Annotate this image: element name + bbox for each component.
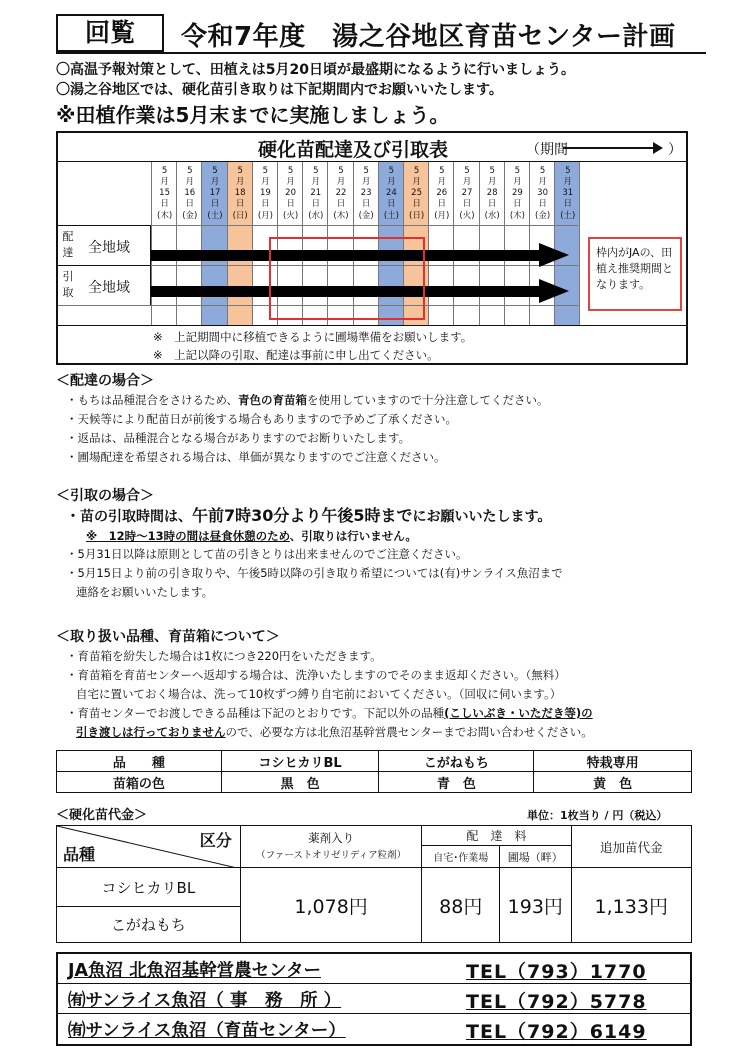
weekday-label: (木)	[509, 211, 525, 221]
variety-table	[56, 750, 692, 793]
weekday-label: (火)	[459, 211, 475, 221]
variety-cell: こがねもち	[57, 906, 241, 942]
pickup-lunch-note: ※ 12時～13時の間は昼食休憩のため、引取りは行いません。	[86, 529, 417, 543]
kubun-label: 区分	[199, 831, 232, 850]
hinshu-label: 品種	[63, 845, 96, 865]
period-arrow-icon	[563, 144, 663, 152]
jitaku-header: 自宅･作業場	[422, 846, 500, 868]
handling-bullet-3b: 引き渡しは行っておりませんので、必要な方は北魚沼基幹営農センターまでお問い合わせください。	[76, 725, 593, 739]
period-label: （期間	[526, 142, 568, 158]
weekday-label: (水)	[308, 211, 324, 221]
weekday-label: (金)	[358, 211, 374, 221]
grid-line	[151, 225, 578, 226]
weekday-label: (月)	[257, 211, 273, 221]
schedule-notes	[58, 325, 686, 364]
table-row	[57, 826, 692, 846]
jitaku-price: 88円	[422, 868, 500, 943]
contact-name: ㈲サンライス魚沼（育苗センター）	[68, 1021, 346, 1041]
table-cell: 特栽専用	[534, 751, 692, 772]
pickup-bullet-3b: 連絡をお願いいたします。	[76, 585, 214, 599]
handling-bullet-2b: 自宅に置いておく場合は、洗って10枚ずつ縛り自宅前においてください。（回収に伺います。）	[76, 687, 562, 701]
contact-tel: TEL（793）1770	[466, 961, 647, 983]
row-tag-delivery: 配 達	[62, 230, 74, 259]
weekday-label: (木)	[157, 211, 173, 221]
hojo-header: 圃場（畔）	[500, 846, 571, 868]
price-table	[56, 825, 692, 943]
schedule-title-row	[58, 133, 686, 162]
weekday-label: (金)	[182, 211, 198, 221]
page-title: 令和7年度 湯之谷地区育苗センター計画	[181, 22, 676, 52]
table-row	[57, 772, 692, 793]
table-cell: コシヒカリBL	[221, 751, 379, 772]
table-cell: 苗箱の色	[57, 772, 222, 793]
tsuika-header: 追加苗代金	[571, 826, 692, 868]
period-close: ）	[668, 142, 682, 158]
schedule-title: 硬化苗配達及び引取表	[258, 139, 449, 161]
table-row	[57, 751, 692, 772]
kairan-label: 回覧	[56, 14, 164, 52]
date-label: 5 月 30 日	[537, 166, 548, 209]
handling-bullet-3: ・育苗センターでお渡しできる品種は下記のとおりです。下記以外の品種(こしいぶき・いただき等)の	[66, 706, 593, 720]
delivery-bullet-3: ・返品は、品種混合となる場合がありますのでお断りいたします。	[66, 431, 411, 445]
date-label: 5 月 28 日	[486, 166, 498, 209]
variety-cell: コシヒカリBL	[57, 868, 241, 906]
weekday-label: (木)	[333, 211, 349, 221]
date-label: 5 月 24 日	[385, 166, 397, 209]
weekday-label: (月)	[434, 211, 450, 221]
yakuzai-price: 1,078円	[240, 868, 422, 943]
contact-tel: TEL（792）6149	[466, 1021, 647, 1043]
contact-name: ㈲サンライス魚沼（ 事 務 所 ）	[68, 991, 342, 1011]
table-cell: 品 種	[57, 751, 222, 772]
date-label: 5 月 19 日	[259, 166, 271, 209]
weekday-label: (日)	[409, 211, 425, 221]
weekday-label: (水)	[484, 211, 500, 221]
contact-row	[58, 954, 690, 984]
weekday-label: (土)	[383, 211, 399, 221]
handling-title: ＜取り扱い品種、育苗箱について＞	[56, 629, 280, 645]
date-label: 5 月 15 日	[159, 166, 170, 209]
table-cell: 黒 色	[221, 772, 379, 793]
row-head-delivery	[58, 225, 151, 265]
weekday-label: (土)	[560, 211, 576, 221]
pickup-title: ＜引取の場合＞	[56, 488, 154, 504]
table-cell: 青 色	[379, 772, 534, 793]
date-label: 5 月 18 日	[234, 166, 246, 209]
recommended-period-note: 枠内がJAの、田植え推奨期間となります。	[588, 237, 682, 311]
schedule-table	[56, 131, 688, 365]
contact-name: JA魚沼 北魚沼基幹営農センター	[68, 961, 321, 981]
haitatsu-header: 配 達 料	[422, 826, 571, 846]
date-label: 5 月 21 日	[310, 166, 322, 209]
date-label: 5 月 16 日	[184, 166, 196, 209]
contact-box	[56, 952, 692, 1046]
date-label: 5 月 26 日	[436, 166, 448, 209]
intro	[56, 60, 706, 130]
yakuzai-header: 薬剤入り （ファーストオリゼリディア粒剤）	[240, 826, 422, 868]
table-row	[57, 868, 692, 906]
date-label: 5 月 29 日	[511, 166, 523, 209]
pickup-bullet-2: ・5月31日以降は原則として苗の引きとりは出来ませんのでご注意ください。	[66, 547, 468, 561]
table-cell: こがねもち	[379, 751, 534, 772]
delivery-bullet-1: ・もちは品種混合をさけるため、青色の育苗箱を使用していますので十分注意してください。	[66, 393, 549, 407]
schedule-grid	[58, 162, 686, 325]
delivery-bullet-4: ・圃場配達を希望される場合は、単価が異なりますのでご注意ください。	[66, 450, 446, 464]
weekday-label: (日)	[232, 211, 248, 221]
row-area-pickup: 全地域	[88, 280, 130, 296]
date-label: 5 月 22 日	[335, 166, 347, 209]
handling-bullet-2: ・育苗箱を育苗センターへ返却する場合は、洗浄いたしますのでそのまま返却ください。（無料）	[66, 668, 566, 682]
price-unit: 単位：1枚当り / 円（税込）	[527, 809, 668, 822]
delivery-bullet-2: ・天候等により配苗日が前後する場合もありますので予めご了承ください。	[66, 412, 457, 426]
handling-bullet-1: ・育苗箱を紛失した場合は1枚につき220円をいただきます。	[66, 649, 382, 663]
contact-row	[58, 984, 690, 1014]
date-label: 5 月 31 日	[562, 166, 574, 209]
tsuika-price: 1,133円	[571, 868, 692, 943]
date-label: 5 月 17 日	[209, 166, 221, 209]
schedule-note: ※ 上記以降の引取、配達は事前に申し出てください。	[153, 348, 439, 362]
date-label: 5 月 20 日	[285, 166, 296, 209]
header-divider	[56, 52, 706, 54]
date-label: 5 月 23 日	[360, 166, 372, 209]
weekday-label: (金)	[535, 211, 551, 221]
delivery-section	[56, 371, 706, 467]
pickup-bullet-3: ・5月15日より前の引き取りや、午後5時以降の引き取り希望については(有)サンライス魚沼まで	[66, 566, 563, 580]
date-label: 5 月 27 日	[461, 166, 473, 209]
weekday-label: (土)	[207, 211, 223, 221]
schedule-note: ※ 上記期間中に移植できるように圃場準備をお願いします。	[153, 330, 473, 344]
intro-line-3: ※田植作業は5月末までに実施しましょう。	[56, 103, 450, 127]
recommended-period-frame	[269, 237, 425, 320]
header	[56, 10, 706, 56]
price-title: ＜硬化苗代金＞	[56, 808, 148, 823]
kubun-header	[57, 826, 241, 868]
handling-section	[56, 627, 706, 742]
row-head-pickup	[58, 265, 151, 305]
delivery-title: ＜配達の場合＞	[56, 373, 154, 389]
pickup-section	[56, 486, 706, 602]
contact-tel: TEL（792）5778	[466, 991, 647, 1013]
intro-line-2: 〇湯之谷地区では、硬化苗引き取りは下記期間内でお願いいたします。	[56, 82, 503, 98]
row-tag-pickup: 引 取	[62, 270, 74, 299]
table-cell: 黄 色	[534, 772, 692, 793]
hojo-price: 193円	[500, 868, 571, 943]
contact-row	[58, 1014, 690, 1044]
weekday-label: (火)	[283, 211, 299, 221]
row-area-delivery: 全地域	[88, 240, 130, 256]
intro-line-1: 〇高温予報対策として、田植えは5月20日頃が最盛期になるように行いましょう。	[56, 62, 575, 78]
pickup-bullet-1: ・苗の引取時間は、午前7時30分より午後5時までにお願いいたします。	[66, 506, 552, 525]
date-label: 5 月 25 日	[411, 166, 422, 209]
